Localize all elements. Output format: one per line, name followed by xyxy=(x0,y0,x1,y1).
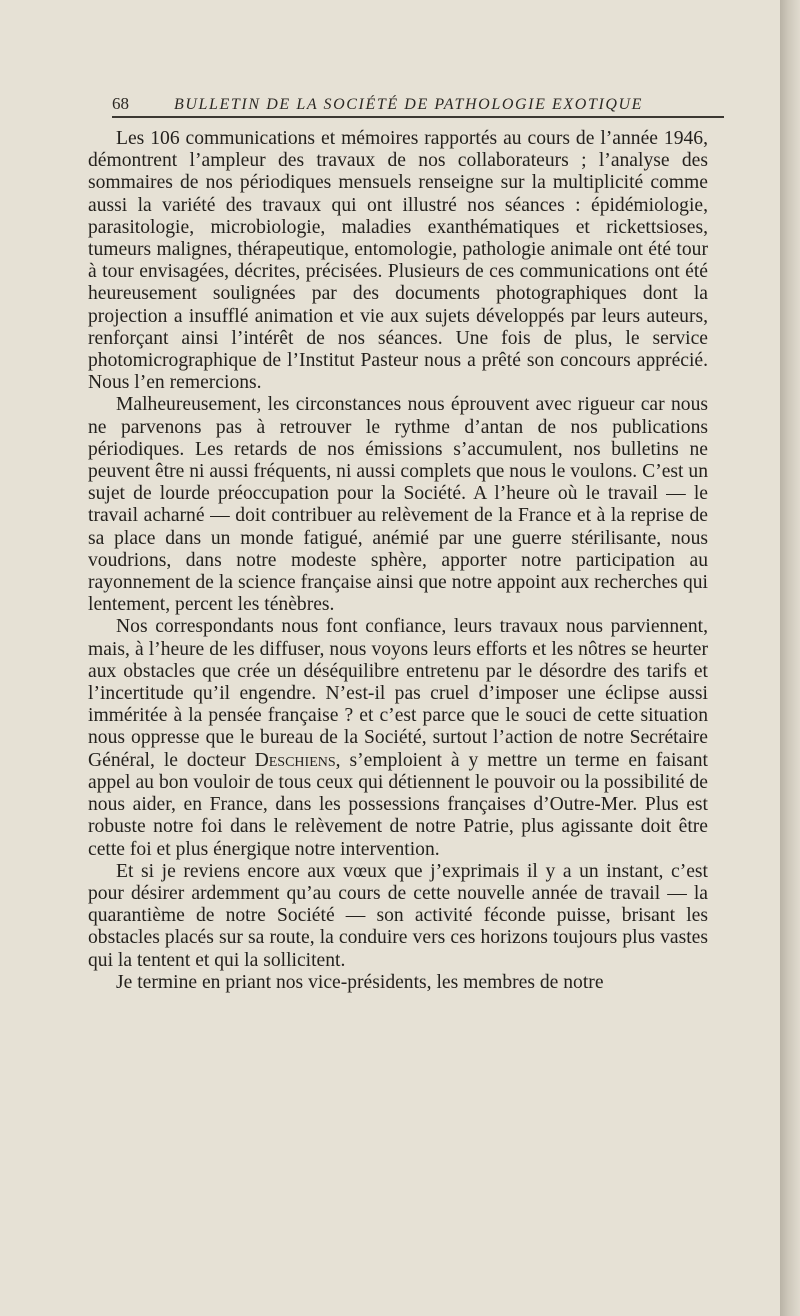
person-name-deschiens: Deschiens xyxy=(254,749,336,771)
page-number: 68 xyxy=(112,94,129,113)
running-title: BULLETIN DE LA SOCIÉTÉ DE PATHOLOGIE EXOTIQUE xyxy=(174,96,644,113)
paragraph-4: Et si je reviens encore aux vœux que j’exprimais il y a un instant, c’est pour désirer ardemment qu’au cours de cette nouvelle année de travail — la quarantième de notre Société — son activité féconde puisse, brisant les obstacles placés sur sa route, la conduire vers ces horizons toujours plus vastes qui la tentent et qui la sollicitent. xyxy=(88,860,708,971)
paragraph-3-text-after: , s’emploient à y mettre un terme en faisant appel au bon vouloir de tous ceux qui détiennent le pouvoir ou la possibilité de nous aider, en France, dans les possessions françaises d’Outre-Mer. Plus est robuste notre foi dans le relèvement de notre Patrie, plus agissante doit être cette foi et plus énergique notre intervention. xyxy=(88,749,708,860)
page-header xyxy=(112,84,710,114)
header-rule xyxy=(112,116,724,118)
paragraph-3-text-before: Nos correspondants nous font confiance, leurs travaux nous parviennent, mais, à l’heure de les diffuser, nous voyons leurs efforts et les nôtres se heurter aux obstacles que crée un déséquilibre entretenu par le désordre des tarifs et l’incertitude qu’il engendre. N’est-il pas cruel d’imposer une éclipse aussi imméritée à la pensée française ? et c’est parce que le souci de cette situation nous oppresse que le bureau de la Société, surtout l’action de notre Secrétaire Général, le docteur xyxy=(88,616,708,771)
paragraph-2: Malheureusement, les circonstances nous éprouvent avec rigueur car nous ne parvenons pas à retrouver le rythme d’antan de nos publications périodiques. Les retards de nos émissions s’accumulent, nos bulletins ne peuvent être ni aussi fréquents, ni aussi complets que nous le voulons. C’est un sujet de lourde préoccupation pour la Société. A l’heure où le travail — le travail acharné — doit contribuer au relèvement de la France et à la reprise de sa place dans un monde fatigué, anémié par une guerre stérilisante, nous voudrions, dans notre modeste sphère, apporter notre participation au rayonnement de la science française ainsi que notre appoint aux recherches qui lentement, percent les ténèbres. xyxy=(88,394,708,616)
paragraph-5: Je termine en priant nos vice-présidents, les membres de notre xyxy=(116,971,604,993)
body-text xyxy=(88,128,708,994)
paragraph-1: Les 106 communications et mémoires rapportés au cours de l’année 1946, démontrent l’ampleur des travaux de nos collaborateurs ; l’analyse des sommaires de nos périodiques mensuels renseigne sur la multiplicité comme aussi la variété des travaux qui ont illustré nos séances : épidémiologie, parasitologie, microbiologie, maladies exanthématiques et rickettsioses, tumeurs malignes, thérapeutique, entomologie, pathologie animale ont été tour à tour envisagées, décrites, précisées. Plusieurs de ces communications ont été heureusement soulignées par des documents photographiques dont la projection a insufflé animation et vie aux sujets développés par leurs auteurs, renforçant ainsi l’intérêt de nos séances. Une fois de plus, le service photomicrographique de l’Institut Pasteur nous a prêté son concours apprécié. Nous l’en remercions. xyxy=(88,128,708,394)
paragraph-3 xyxy=(88,616,708,860)
page-spine-shadow xyxy=(780,0,800,1316)
